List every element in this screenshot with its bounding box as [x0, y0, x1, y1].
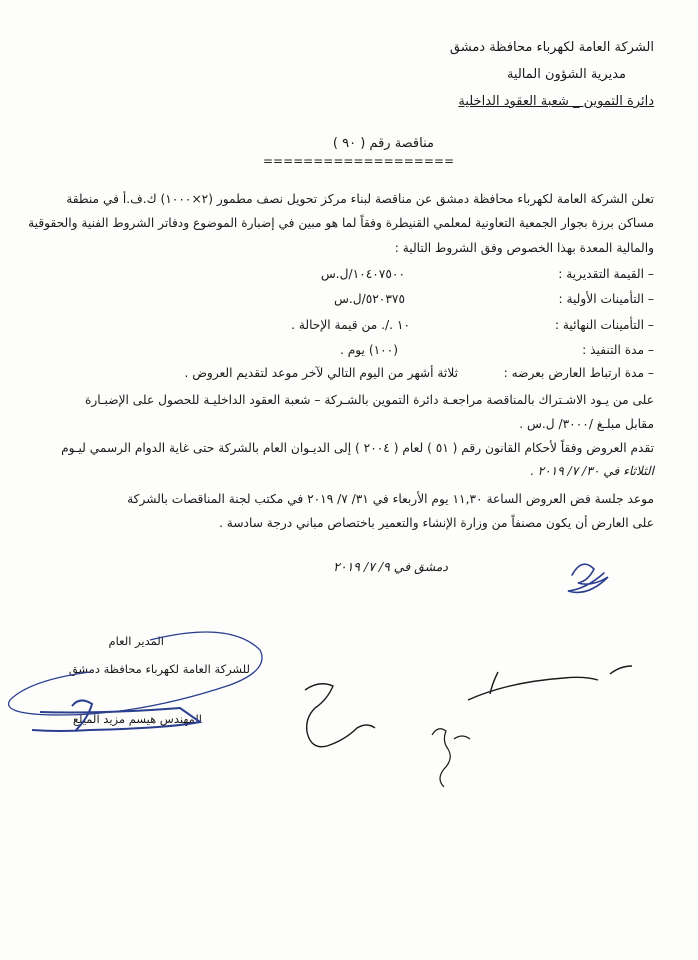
condition-label-initial-deposit: – التأمينات الأولية :	[558, 292, 654, 306]
signatory-organization: للشركة العامة لكهرباء محافظة دمشق	[68, 662, 250, 676]
top-right-initial-signature	[568, 564, 608, 592]
opening-line-2: على العارض أن يكون مصنفاً من وزارة الإنشاء والتعمير باختصاص مباني درجة سادسة .	[219, 516, 654, 530]
condition-value-estimated-value: ١٠٤٠٧٥٠٠/ل.س	[320, 267, 405, 281]
condition-value-bid-validity: ثلاثة أشهر من اليوم التالي لآخر موعد لتقديم العروض .	[184, 366, 458, 380]
intro-line-1: تعلن الشركة العامة لكهرباء محافظة دمشق عن مناقصة لبناء مركز تحويل نصف مطمور (٢×١٠٠٠) ك.ف.أ في منطقة	[66, 192, 654, 206]
right-signature-2	[432, 729, 470, 787]
condition-label-estimated-value: – القيمة التقديرية :	[558, 267, 654, 281]
header-department: دائرة التموين _ شعبة العقود الداخلية	[458, 94, 654, 109]
right-signature-1	[468, 666, 632, 700]
condition-value-execution-period: (١٠٠) يوم .	[339, 343, 398, 357]
submission-line-2: الثلاثاء في ٣٠/ ٧/ ٢٠١٩ .	[529, 464, 654, 478]
director-signature	[32, 700, 200, 731]
oval-signature-loop	[9, 632, 262, 715]
submission-line-1: تقدم العروض وفقاً لأحكام القانون رقم ( ٥١ ) لعام ( ٢٠٠٤ ) إلى الديـوان العام بالشركة حتى غاية الدوام الرسمي ليـوم	[61, 441, 654, 455]
date-line: دمشق في ٩/ ٧/ ٢٠١٩	[333, 559, 448, 574]
condition-label-bid-validity: – مدة ارتباط العارض بعرضه :	[503, 366, 654, 380]
condition-value-initial-deposit: ٥٢٠٣٧٥/ل.س	[334, 292, 405, 306]
condition-label-execution-period: – مدة التنفيذ :	[582, 343, 654, 357]
condition-label-final-deposit: – التأمينات النهائية :	[554, 318, 654, 332]
signatory-name: المهندس هيسم مزيد الميلع	[72, 712, 202, 726]
header-company: الشركة العامة لكهرباء محافظة دمشق	[449, 40, 654, 55]
opening-line-1: موعد جلسة فض العروض الساعة ١١,٣٠ يوم الأربعاء في ٣١/ ٧/ ٢٠١٩ في مكتب لجنة المناقصات بالشركة	[127, 492, 654, 506]
condition-value-final-deposit: ١٠ ./. من قيمة الإحالة .	[291, 318, 410, 332]
title-separator: ===================	[262, 154, 454, 168]
header-directorate: مديرية الشؤون المالية	[506, 67, 626, 82]
participation-line-2: مقابل مبلـغ /٣٠٠٠/ ل.س .	[519, 417, 654, 431]
participation-line-1: على من يـود الاشـتراك بالمناقصة مراجعـة دائرة التموين بالشـركة – شعبة العقود الداخليـة للحصول على الإضبـارة	[84, 393, 654, 407]
document-title: مناقصة رقم ( ٩٠ )	[332, 136, 434, 151]
intro-line-2: مساكن برزة بجوار الجمعية التعاونية لمعلمي القنيطرة وفقاً لما هو مبين في إضبارة الموضوع ودفاتر الشروط الفنية والحقوقية	[28, 216, 654, 230]
signatory-title: المدير العام	[108, 634, 164, 648]
intro-line-3: والمالية المعدة بهذا الخصوص وفق الشروط التالية :	[394, 241, 654, 255]
center-signature	[305, 684, 375, 747]
